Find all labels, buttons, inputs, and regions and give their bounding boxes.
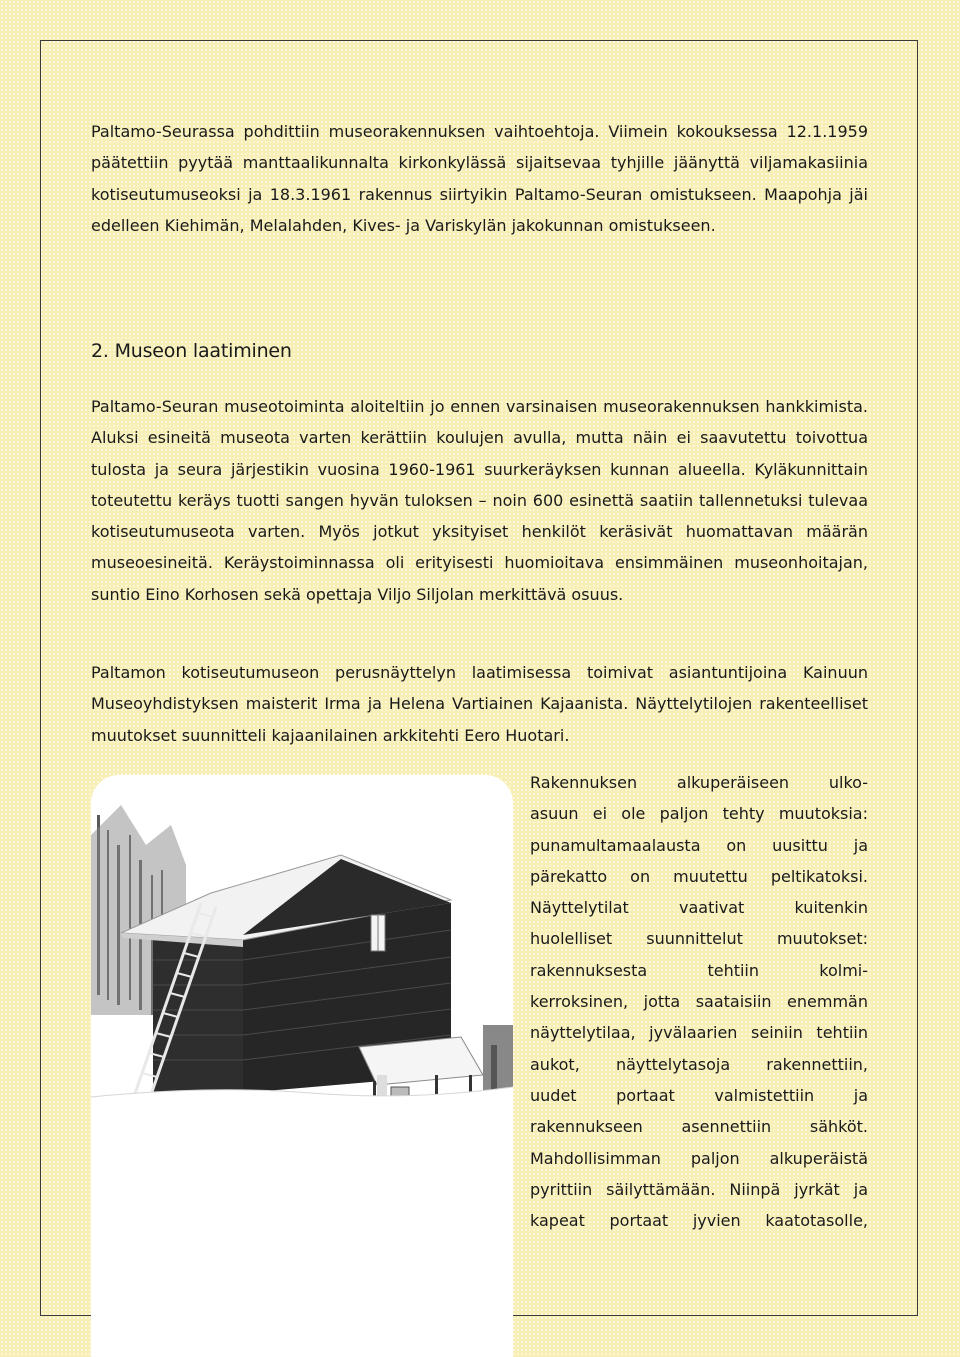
side-text-line: rakennukseen asennettiin sähköt. <box>530 1117 868 1137</box>
side-text-line: aukot, näyttelytasoja rakennettiin, <box>530 1054 868 1074</box>
side-text-line: kerroksinen, jotta saataisiin enemmän <box>530 992 868 1012</box>
side-text-line: Rakennuksen alkuperäiseen ulko- <box>530 773 868 792</box>
museum-building-photo <box>91 775 513 1357</box>
side-text-line: pyrittiin säilyttämään. Niinpä jyrkät ja <box>530 1179 868 1199</box>
exhibition-paragraph: Paltamon kotiseutumuseon perusnäyttelyn laatimisessa toimivat asiantuntijoina Kainuun Museoyhdistyksen maisterit Irma ja Helena Vartiainen Kajaanista. Näyttelytilojen rakenteelliset muutokset suunnitteli kajaanilainen arkkitehti Eero Huotari. <box>91 663 868 745</box>
side-text-line: Näyttelytilat vaativat kuitenkin <box>530 898 868 918</box>
intro-paragraph: Paltamo-Seurassa pohdittiin museorakennuksen vaihtoehtoja. Viimein kokouksessa 12.1.1959 päätettiin pyytää manttaalikunnalta kirkonkylässä sijaitsevaa tyhjille jäänyttä viljamakasiinia kotiseutumuseoksi ja 18.3.1961 rakennus siirtyikin Paltamo-Seuran omistukseen. Maapohja jäi edelleen Kiehimän, Melalahden, Kives- ja Variskylän jakokunnan omistukseen. <box>91 122 868 235</box>
side-text-line: näyttelytilaa, jyvälaarien seiniin tehtiin <box>530 1023 868 1043</box>
side-text-line: asuun ei ole paljon tehty muutoksia: <box>530 804 868 824</box>
side-text-line: uudet portaat valmistettiin ja <box>530 1085 868 1105</box>
side-text-column <box>530 767 868 1236</box>
collection-paragraph: Paltamo-Seuran museotoiminta aloiteltiin jo ennen varsinaisen museorakennuksen hankkimista. Aluksi esineitä museota varten kerättiin koulujen avulla, mutta näin ei saavutettu toivottua tulosta ja seura järjestikin vuosina 1960-1961 suurkeräyksen kunnan alueella. Kyläkunnittain toteutettu keräys tuotti sangen hyvän tuloksen – noin 600 esinettä saatiin tallennetuksi tulevaa kotiseutumuseota varten. Myös jotkut yksityiset henkilöt keräsivät huomattavan määrän museoesineitä. Keräystoiminnassa oli erityisesti huomioitava ensimmäinen museonhoitajan, suntio Eino Korhosen sekä opettaja Viljo Siljolan merkittävä osuus. <box>91 397 868 604</box>
section-heading: 2. Museon laatiminen <box>91 340 292 362</box>
side-text-line: kapeat portaat jyvien kaatotasolle, <box>530 1211 868 1231</box>
side-text-line: huolelliset suunnittelut muutokset: <box>530 929 868 949</box>
side-text-line: Mahdollisimman paljon alkuperäistä <box>530 1148 868 1168</box>
side-text-line: pärekatto on muutettu peltikatoksi. <box>530 866 868 886</box>
side-text-line: rakennuksesta tehtiin kolmi- <box>530 960 868 980</box>
side-text-line: punamultamaalausta on uusittu ja <box>530 835 868 855</box>
